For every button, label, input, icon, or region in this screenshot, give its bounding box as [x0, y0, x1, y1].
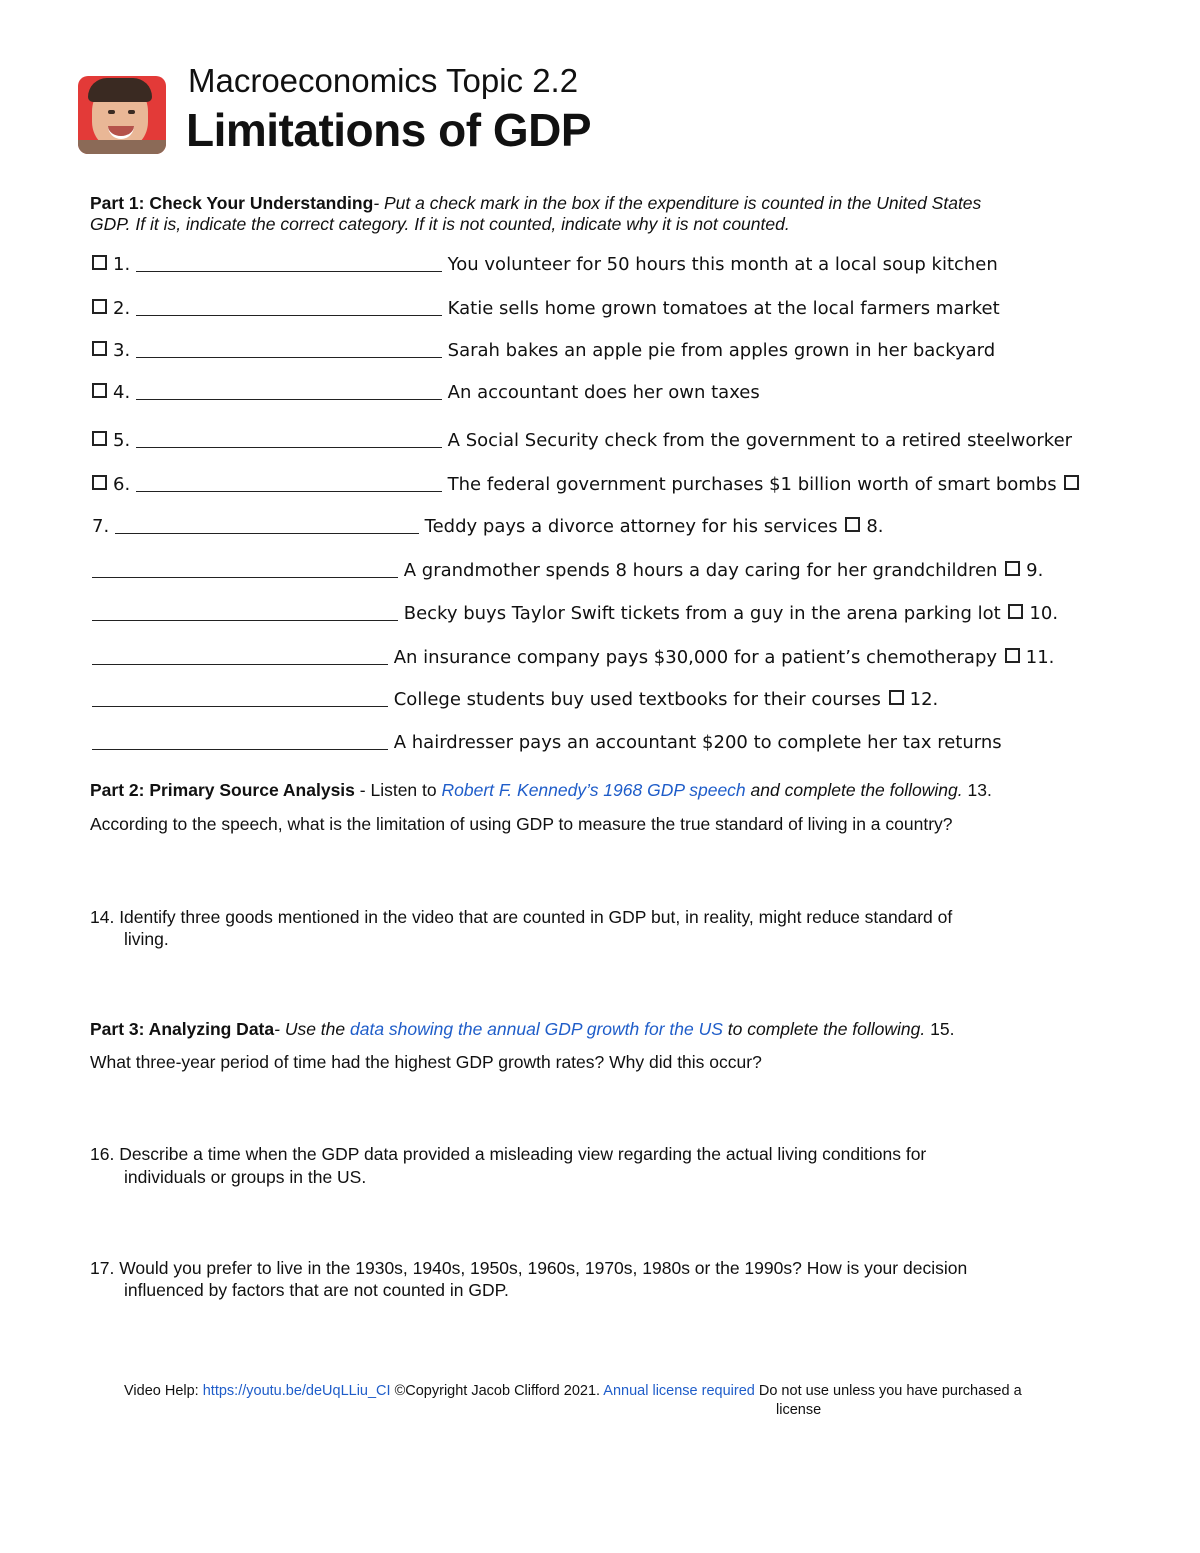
list-item: 1. You volunteer for 50 hours this month at a local soup kitchen — [92, 254, 998, 275]
checkbox[interactable] — [1005, 648, 1020, 663]
video-help-link[interactable]: https://youtu.be/deUqLLiu_CI — [202, 1383, 391, 1399]
rfk-speech-link[interactable]: Robert F. Kennedy’s 1968 GDP speech — [441, 780, 746, 800]
list-item: 4. An accountant does her own taxes — [92, 382, 760, 403]
checkbox[interactable] — [92, 383, 107, 398]
answer-blank[interactable] — [136, 475, 442, 492]
checkbox[interactable] — [845, 517, 860, 532]
list-item: A grandmother spends 8 hours a day caring for her grandchildren 9. — [92, 560, 1043, 581]
answer-blank[interactable] — [136, 255, 442, 272]
checkbox[interactable] — [889, 690, 904, 705]
footer: Video Help: https://youtu.be/deUqLLiu_CI ©Copyright Jacob Clifford 2021. Annual license required Do not use unless you have purchased a — [124, 1383, 1022, 1399]
answer-blank[interactable] — [92, 561, 398, 578]
list-item: An insurance company pays $30,000 for a patient’s chemotherapy 11. — [92, 647, 1054, 668]
question-16-continued: individuals or groups in the US. — [124, 1167, 367, 1187]
part3-instructions: Part 3: Analyzing Data- Use the data showing the annual GDP growth for the US to complete the following. 15. — [90, 1019, 955, 1039]
checkbox[interactable] — [1064, 475, 1079, 490]
checkbox[interactable] — [92, 475, 107, 490]
author-avatar — [78, 76, 166, 154]
answer-blank[interactable] — [92, 690, 388, 707]
part1-instructions: Part 1: Check Your Understanding- Put a check mark in the box if the expenditure is counted in the United States GDP. If it is, indicate the correct category. If it is not counted, indicate why it is not counted. — [90, 193, 982, 234]
question-17: 17. Would you prefer to live in the 1930s, 1940s, 1950s, 1960s, 1970s, 1980s or the 1990s? How is your decision — [90, 1258, 968, 1278]
license-link[interactable]: Annual license required — [603, 1383, 755, 1399]
list-item: 6. The federal government purchases $1 billion worth of smart bombs — [92, 474, 1085, 495]
checkbox[interactable] — [92, 341, 107, 356]
part1-heading: Part 1: Check Your Understanding — [90, 193, 374, 213]
list-item: Becky buys Taylor Swift tickets from a guy in the arena parking lot 10. — [92, 603, 1058, 624]
gdp-growth-data-link[interactable]: data showing the annual GDP growth for the US — [350, 1019, 723, 1039]
checkbox[interactable] — [92, 255, 107, 270]
answer-blank[interactable] — [136, 341, 442, 358]
answer-blank[interactable] — [136, 431, 442, 448]
checkbox[interactable] — [1005, 561, 1020, 576]
question-14-continued: living. — [124, 929, 169, 949]
part3-heading: Part 3: Analyzing Data — [90, 1019, 275, 1039]
list-item: 7. Teddy pays a divorce attorney for his services 8. — [92, 516, 884, 537]
question-13: According to the speech, what is the limitation of using GDP to measure the true standard of living in a country? — [90, 814, 953, 834]
checkbox[interactable] — [92, 299, 107, 314]
list-item: 3. Sarah bakes an apple pie from apples grown in her backyard — [92, 340, 995, 361]
answer-blank[interactable] — [136, 299, 442, 316]
page-title: Limitations of GDP — [186, 104, 591, 156]
list-item: 2. Katie sells home grown tomatoes at the local farmers market — [92, 298, 1000, 319]
list-item: A hairdresser pays an accountant $200 to complete her tax returns — [92, 732, 1002, 753]
part2-heading: Part 2: Primary Source Analysis — [90, 780, 355, 800]
question-17-continued: influenced by factors that are not counted in GDP. — [124, 1280, 509, 1300]
topic-label: Macroeconomics Topic 2.2 — [188, 62, 579, 99]
checkbox[interactable] — [92, 431, 107, 446]
footer-license: license — [776, 1402, 822, 1418]
answer-blank[interactable] — [92, 733, 388, 750]
question-15: What three-year period of time had the highest GDP growth rates? Why did this occur? — [90, 1052, 762, 1072]
part2-instructions: Part 2: Primary Source Analysis - Listen to Robert F. Kennedy’s 1968 GDP speech and complete the following. 13. — [90, 780, 992, 800]
list-item: College students buy used textbooks for their courses 12. — [92, 689, 938, 710]
checkbox[interactable] — [1008, 604, 1023, 619]
answer-blank[interactable] — [115, 517, 419, 534]
question-16: 16. Describe a time when the GDP data provided a misleading view regarding the actual living conditions for — [90, 1144, 927, 1164]
question-14: 14. Identify three goods mentioned in the video that are counted in GDP but, in reality, might reduce standard of — [90, 907, 953, 927]
answer-blank[interactable] — [136, 383, 442, 400]
list-item: 5. A Social Security check from the government to a retired steelworker — [92, 430, 1072, 451]
answer-blank[interactable] — [92, 648, 388, 665]
answer-blank[interactable] — [92, 604, 398, 621]
